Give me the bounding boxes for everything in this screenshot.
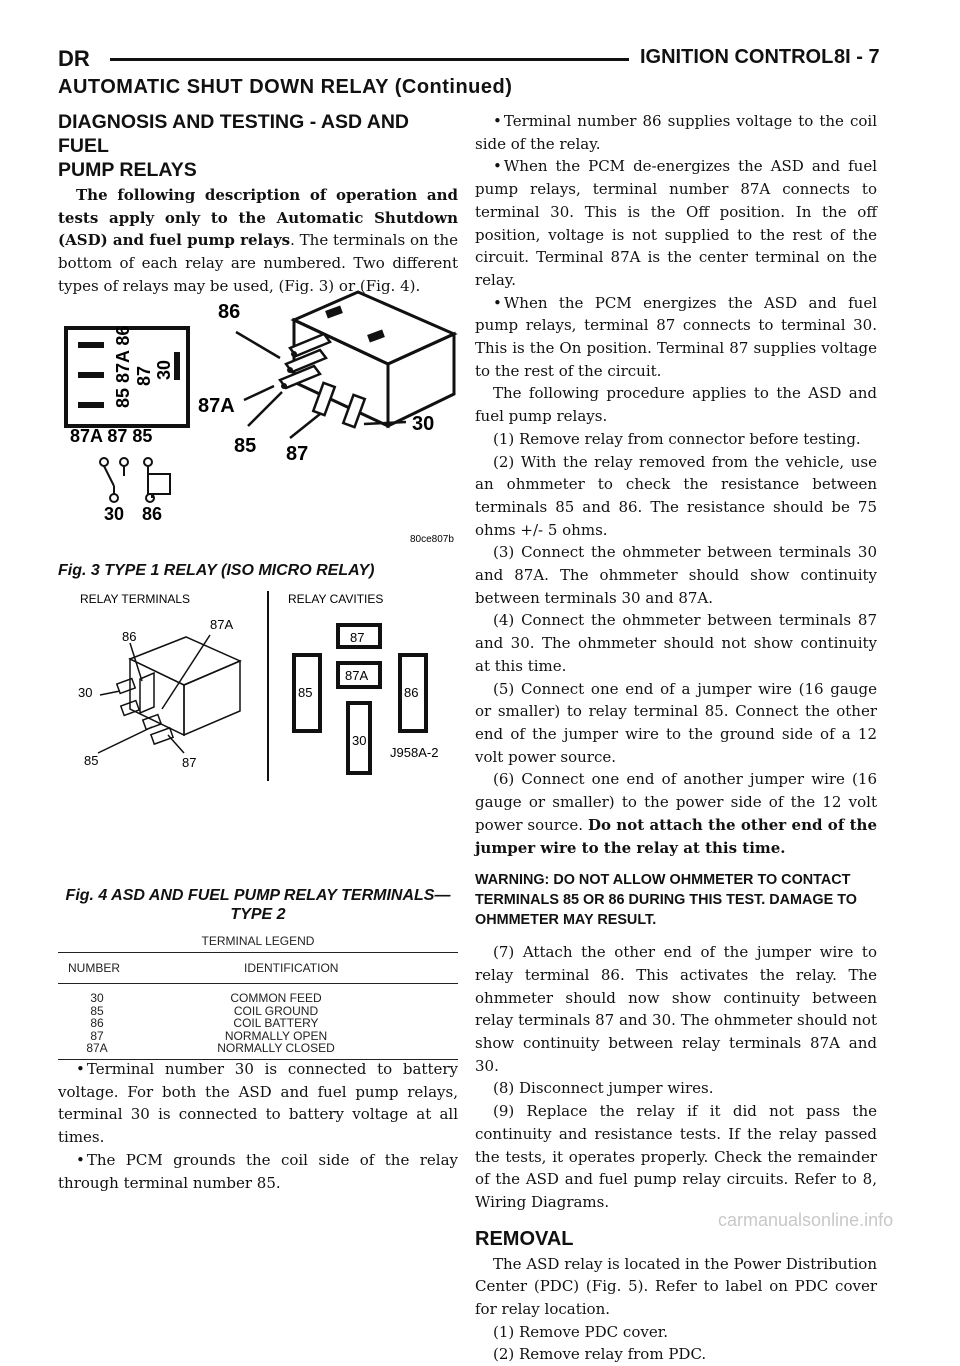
removal-intro: The ASD relay is located in the Power Distribution Center (PDC) (Fig. 5). Refer to label on PDC cover for relay location. bbox=[475, 1254, 877, 1319]
fig3-box-terminal-labels: 85 87A 86 bbox=[113, 325, 133, 408]
fig4-caption-line-2: TYPE 2 bbox=[230, 906, 286, 923]
header-section: IGNITION CONTROL bbox=[640, 46, 834, 68]
fig4-caption bbox=[58, 886, 458, 924]
legend-title: TERMINAL LEGEND bbox=[201, 934, 315, 948]
section-heading bbox=[58, 110, 458, 182]
header-page-number: 8I - 7 bbox=[834, 46, 880, 68]
step-8: (8) Disconnect jumper wires. bbox=[493, 1079, 714, 1098]
legend-row: 87 NORMALLY OPEN bbox=[90, 1028, 328, 1043]
header-rule bbox=[110, 58, 629, 61]
step: (5) Connect one end of a jumper wire (16 gauge or smaller) to relay terminal 85. Connect the other end of the jumper wire to the ground side of a 12 volt power source. bbox=[475, 679, 877, 766]
step-6-text: (6) Connect one end of another jumper wire (16 gauge or smaller) to the power side of the 12 volt power source. bbox=[475, 770, 877, 834]
intro-bold-text: The following description of operation and tests apply only to the Automatic Shutdown (ASD) and fuel pump relays bbox=[58, 186, 458, 250]
legend-rows bbox=[58, 984, 458, 1060]
warning-text: WARNING: DO NOT ALLOW OHMMETER TO CONTACT TERMINALS 85 OR 86 DURING THIS TEST. DAMAGE TO OHMMETER MAY RESULT. bbox=[475, 872, 857, 929]
fig3-box-87: 87 bbox=[134, 365, 154, 386]
fig4-label-87: 87 bbox=[182, 755, 197, 770]
fig4-code: J958A-2 bbox=[390, 745, 439, 760]
figure-4-relay-terminals-diagram bbox=[58, 585, 458, 785]
step: (3) Connect the ohmmeter between terminals 30 and 87A. The ohmmeter should show continuity between terminals 30 and 87A. bbox=[475, 543, 877, 607]
fig3-label-87a: 87A bbox=[198, 395, 235, 417]
left-bullets bbox=[58, 1058, 458, 1194]
removal-heading: REMOVAL bbox=[475, 1227, 574, 1250]
legend-row: 87A NORMALLY CLOSED bbox=[86, 1041, 335, 1055]
step-6-bold: Do not attach the other end of the jumper wire to the relay at this time. bbox=[475, 815, 877, 857]
legend-col-identification: IDENTIFICATION bbox=[244, 961, 339, 975]
header-left-code: DR bbox=[58, 46, 90, 71]
step-7: (7) Attach the other end of the jumper wire to relay terminal 86. This activates the relay. The ohmmeter should now show continuity between relay terminals 87 and 30. The ohmmeter should not show continuity between relay terminals 87A and 30. bbox=[475, 943, 877, 1075]
fig3-schematic-top-labels: 87A 87 85 bbox=[70, 426, 153, 446]
bullet-energizes: • When the PCM energizes the ASD and fuel pump relays, terminal 87 connects to terminal 30. This is the On position. Terminal 87 supplies voltage to the rest of the circuit. bbox=[475, 292, 877, 383]
fig4-cavity-85: 85 bbox=[298, 685, 313, 700]
continued-title: AUTOMATIC SHUT DOWN RELAY (Continued) bbox=[58, 76, 513, 98]
intro-rest-text: . The terminals on the bottom of each relay are numbered. Two different types of relays may be used, (Fig. 3) or (Fig. 4). bbox=[58, 231, 458, 295]
removal-step: (1) Remove PDC cover. bbox=[493, 1322, 668, 1341]
fig4-label-85: 85 bbox=[84, 753, 99, 768]
fig4-caption-line-1: Fig. 4 ASD AND FUEL PUMP RELAY TERMINALS— bbox=[65, 887, 451, 904]
fig3-label-85: 85 bbox=[234, 435, 257, 457]
terminal-legend-table bbox=[58, 934, 458, 1060]
step-6 bbox=[475, 768, 877, 859]
fig4-label-87a: 87A bbox=[210, 617, 234, 632]
step: (1) Remove relay from connector before testing. bbox=[493, 429, 861, 448]
fig4-cavity-87a: 87A bbox=[345, 668, 369, 683]
heading-line-1: DIAGNOSIS AND TESTING - ASD AND FUEL bbox=[58, 111, 410, 157]
bullet-de-energizes: • When the PCM de-energizes the ASD and fuel pump relays, terminal number 87A connects to terminal 30. This is the Off position. In the off position, voltage is not supplied to the rest of the circuit. Terminal 87A is the center terminal on the relay. bbox=[475, 155, 877, 291]
fig3-code: 80ce807b bbox=[410, 534, 454, 545]
bullet-terminal-30: • Terminal number 30 is connected to battery voltage. For both the ASD and fuel pump relays, terminal 30 is connected to battery voltage at all times. bbox=[58, 1058, 458, 1149]
legend-row: 30 COMMON FEED bbox=[90, 991, 322, 1005]
fig4-label-86: 86 bbox=[122, 629, 137, 644]
fig4-label-30: 30 bbox=[78, 685, 93, 700]
intro-paragraph bbox=[58, 184, 458, 298]
fig4-title-terminals: RELAY TERMINALS bbox=[80, 592, 191, 606]
fig3-box-30: 30 bbox=[154, 359, 174, 380]
bullet-terminal-86: • Terminal number 86 supplies voltage to the coil side of the relay. bbox=[475, 110, 877, 155]
fig4-cavity-87: 87 bbox=[350, 630, 365, 645]
step: (2) With the relay removed from the vehicle, use an ohmmeter to check the resistance between terminals 85 and 86. The resistance should be 75 ohms +/- 5 ohms. bbox=[475, 452, 877, 539]
legend-row: 85 COIL GROUND bbox=[90, 1003, 319, 1018]
figure-3-relay-diagram bbox=[58, 290, 458, 555]
removal-step: (2) Remove relay from PDC. bbox=[493, 1345, 707, 1364]
heading-line-2: PUMP RELAYS bbox=[58, 159, 197, 181]
fig3-schematic-86: 86 bbox=[142, 504, 163, 524]
bullet-pcm-grounds: • The PCM grounds the coil side of the relay through terminal number 85. bbox=[58, 1149, 458, 1194]
watermark: carmanualsonline.info bbox=[718, 1210, 894, 1230]
legend-header-row bbox=[58, 952, 458, 984]
fig3-label-87: 87 bbox=[286, 443, 309, 465]
procedure-intro: The following procedure applies to the ASD and fuel pump relays. bbox=[475, 384, 877, 426]
step: (4) Connect the ohmmeter between terminals 87 and 30. The ohmmeter should not show continuity at this time. bbox=[475, 611, 877, 675]
fig4-title-cavities: RELAY CAVITIES bbox=[288, 592, 384, 606]
fig3-label-30: 30 bbox=[412, 413, 435, 435]
fig4-cavity-30: 30 bbox=[352, 733, 367, 748]
fig3-label-86: 86 bbox=[218, 301, 241, 323]
left-column bbox=[58, 110, 458, 298]
fig3-caption: Fig. 3 TYPE 1 RELAY (ISO MICRO RELAY) bbox=[58, 562, 375, 579]
right-column bbox=[475, 110, 877, 1366]
legend-col-number: NUMBER bbox=[68, 961, 121, 975]
fig3-schematic-30: 30 bbox=[104, 504, 125, 524]
fig4-cavity-86: 86 bbox=[404, 685, 419, 700]
step-9: (9) Replace the relay if it did not pass the continuity and resistance tests. If the relay passed the tests, it operates properly. Check the remainder of the ASD and fuel pump relay circuits. Refer to 8, Wiring Diagrams. bbox=[475, 1102, 877, 1211]
legend-row: 86 COIL BATTERY bbox=[90, 1016, 319, 1030]
